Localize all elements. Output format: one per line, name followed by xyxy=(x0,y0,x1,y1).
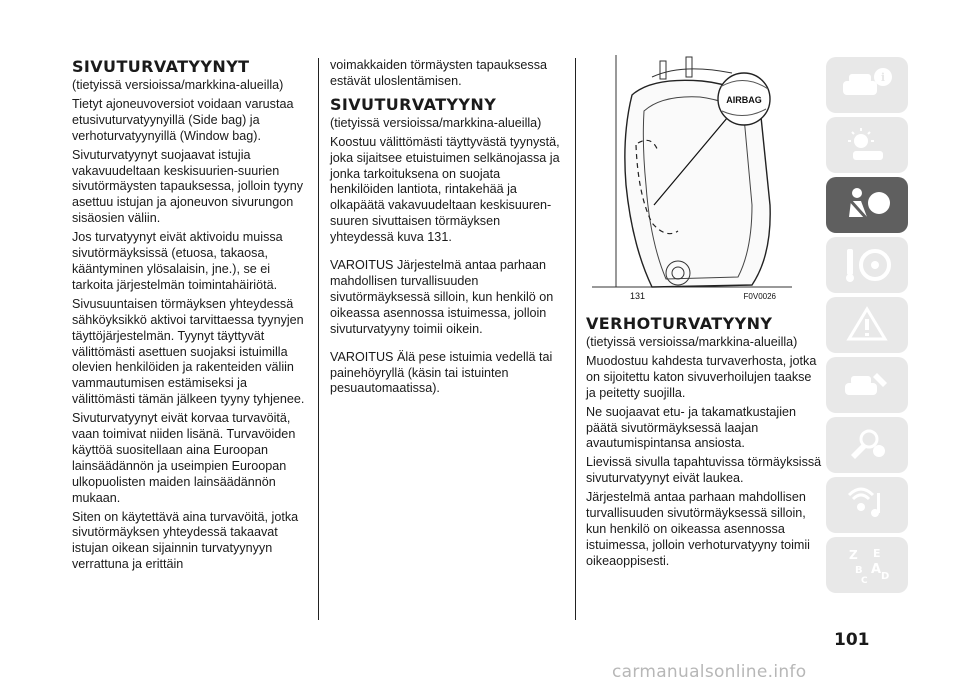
paragraph: (tietyissä versioissa/markkina-alueilla) xyxy=(72,78,284,92)
paragraph: Sivusuuntaisen törmäyksen yhteydessä sähköyksikkö aktivoi tarvittaessa tyynyjen täyttöjärjestelmän. Tyynyt täyttyvät välittömästi asettuen suojaksi istuimilla olevien henkilöiden ja rakenteiden väliin vammautumisen estämiseksi ja välittömästi tämän jälkeen tyyny tyhjenee. xyxy=(72,296,305,407)
svg-text:C: C xyxy=(861,576,868,585)
maintenance-car-icon xyxy=(839,365,895,405)
paragraph: voimakkaiden törmäysten tapauksessa estävät uloslentämisen. xyxy=(330,58,548,88)
tab-maintenance[interactable] xyxy=(826,357,908,413)
paragraph: Ne suojaavat etu- ja takamatkustajien päätä sivutörmäyksessä laajan avautumispintansa ansiosta. xyxy=(586,404,797,451)
figure-code: F0V0026 xyxy=(743,292,776,301)
tab-index[interactable] xyxy=(826,537,908,593)
column-divider xyxy=(318,58,319,620)
paragraph: Siten on käytettävä aina turvavöitä, jotka sivutörmäyksen yhteydessä takaavat istujan oikean sijainnin turvatyynyyn verrattuna ja erittäin xyxy=(72,509,299,572)
page-number: 101 xyxy=(834,630,870,650)
right-column xyxy=(586,315,824,573)
tab-technical-data[interactable] xyxy=(826,417,908,473)
svg-text:A: A xyxy=(871,562,882,577)
tab-car-info[interactable] xyxy=(826,57,908,113)
paragraph: Järjestelmä antaa parhaan mahdollisen turvallisuuden sivutörmäyksessä silloin, kun henkilö on oikeassa asennossa istuimessa, jolloin verhoturvatyyny toimii oikeaoppisesti. xyxy=(586,490,810,568)
paragraph: (tietyissä versioissa/markkina-alueilla) xyxy=(330,115,542,130)
dashboard-lights-icon xyxy=(839,125,895,165)
figure-131 xyxy=(592,55,792,303)
warning-text: VAROITUS Älä pese istuimia vedellä tai painehöyryllä (käsin tai istuinten pesuautomaatissa). xyxy=(330,349,553,396)
section-heading-side-airbag: SIVUTURVATYYNY xyxy=(330,94,497,114)
left-column xyxy=(72,58,310,576)
tab-dashboard-lights[interactable] xyxy=(826,117,908,173)
car-info-icon xyxy=(839,65,895,105)
svg-text:Z: Z xyxy=(849,548,858,562)
watermark: carmanualsonline.info xyxy=(612,662,807,682)
column-divider xyxy=(575,58,576,620)
multimedia-icon xyxy=(839,485,895,525)
seat-airbag-illustration xyxy=(592,55,792,303)
tab-emergency[interactable] xyxy=(826,297,908,353)
tab-safety[interactable] xyxy=(826,177,908,233)
tab-multimedia[interactable] xyxy=(826,477,908,533)
paragraph: Muodostuu kahdesta turvaverhosta, jotka on sijoitettu katon sivuverhoilujen taakse ja peitetty suojilla. xyxy=(586,353,817,400)
figure-number: 131 xyxy=(630,291,646,301)
chapter-tabs xyxy=(826,57,908,597)
technical-data-icon xyxy=(839,425,895,465)
warning-text: VAROITUS Järjestelmä antaa parhaan mahdollisen turvallisuuden sivutörmäyksessä silloin, kun henkilö on oikeassa asennossa istuimessa, jolloin sivuturvatyyny toimii oikein. xyxy=(330,258,554,336)
paragraph: Tietyt ajoneuvoversiot voidaan varustaa etusivuturvatyynyillä (Side bag) ja verhoturvatyynyillä (Window bag). xyxy=(72,96,294,143)
paragraph: Koostuu välittömästi täyttyvästä tyynystä, joka sijaitsee etuistuimen selkänojassa ja jonka tarkoituksena on suojata henkilöiden lantiota, rintakehää ja olkapäätä vakavuudeltaan keskisuuren-suuren sivuttaisen törmäyksen yhteydessä kuva 131. xyxy=(330,134,560,245)
section-heading-curtain-airbag: VERHOTURVATYYNY xyxy=(586,314,773,333)
index-letters-icon xyxy=(839,545,895,585)
middle-column xyxy=(330,58,566,400)
svg-text:E: E xyxy=(873,547,881,560)
paragraph: Jos turvatyynyt eivät aktivoidu muissa sivutörmäyksissä (etuosa, takaosa, kääntyminen ylösalaisin, jne.), se ei tarkoita järjestelmän toimintahäiriötä. xyxy=(72,230,283,292)
svg-text:B: B xyxy=(855,565,863,576)
paragraph: Lievissä sivulla tapahtuvissa törmäyksissä sivuturvatyynyt eivät laukea. xyxy=(586,455,822,486)
paragraph: (tietyissä versioissa/markkina-alueilla) xyxy=(586,335,798,349)
svg-text:i: i xyxy=(880,71,886,84)
steering-key-icon xyxy=(839,245,895,285)
breakdown-triangle-icon xyxy=(839,305,895,345)
paragraph: Sivuturvatyynyt eivät korvaa turvavöitä, vaan toimivat niiden lisänä. Turvavöiden käyttöä suositellaan aina Euroopan lainsäädännön ja useimpien Euroopan ulkopuolisten maiden lainsäädännön mukaan. xyxy=(72,411,296,505)
paragraph: Sivuturvatyynyt suojaavat istujia vakavuudeltaan keskisuurien-suurien sivutörmäysten tapauksessa, jolloin tyyny asettuu istujan ja ajoneuvon sivurungon sisäosien väliin. xyxy=(72,147,303,226)
svg-text:D: D xyxy=(881,571,890,582)
section-heading-side-airbags: SIVUTURVATYYNYT xyxy=(72,57,250,76)
tab-starting-driving[interactable] xyxy=(826,237,908,293)
airbag-safety-icon xyxy=(839,185,895,225)
airbag-label: AIRBAG xyxy=(726,95,762,105)
